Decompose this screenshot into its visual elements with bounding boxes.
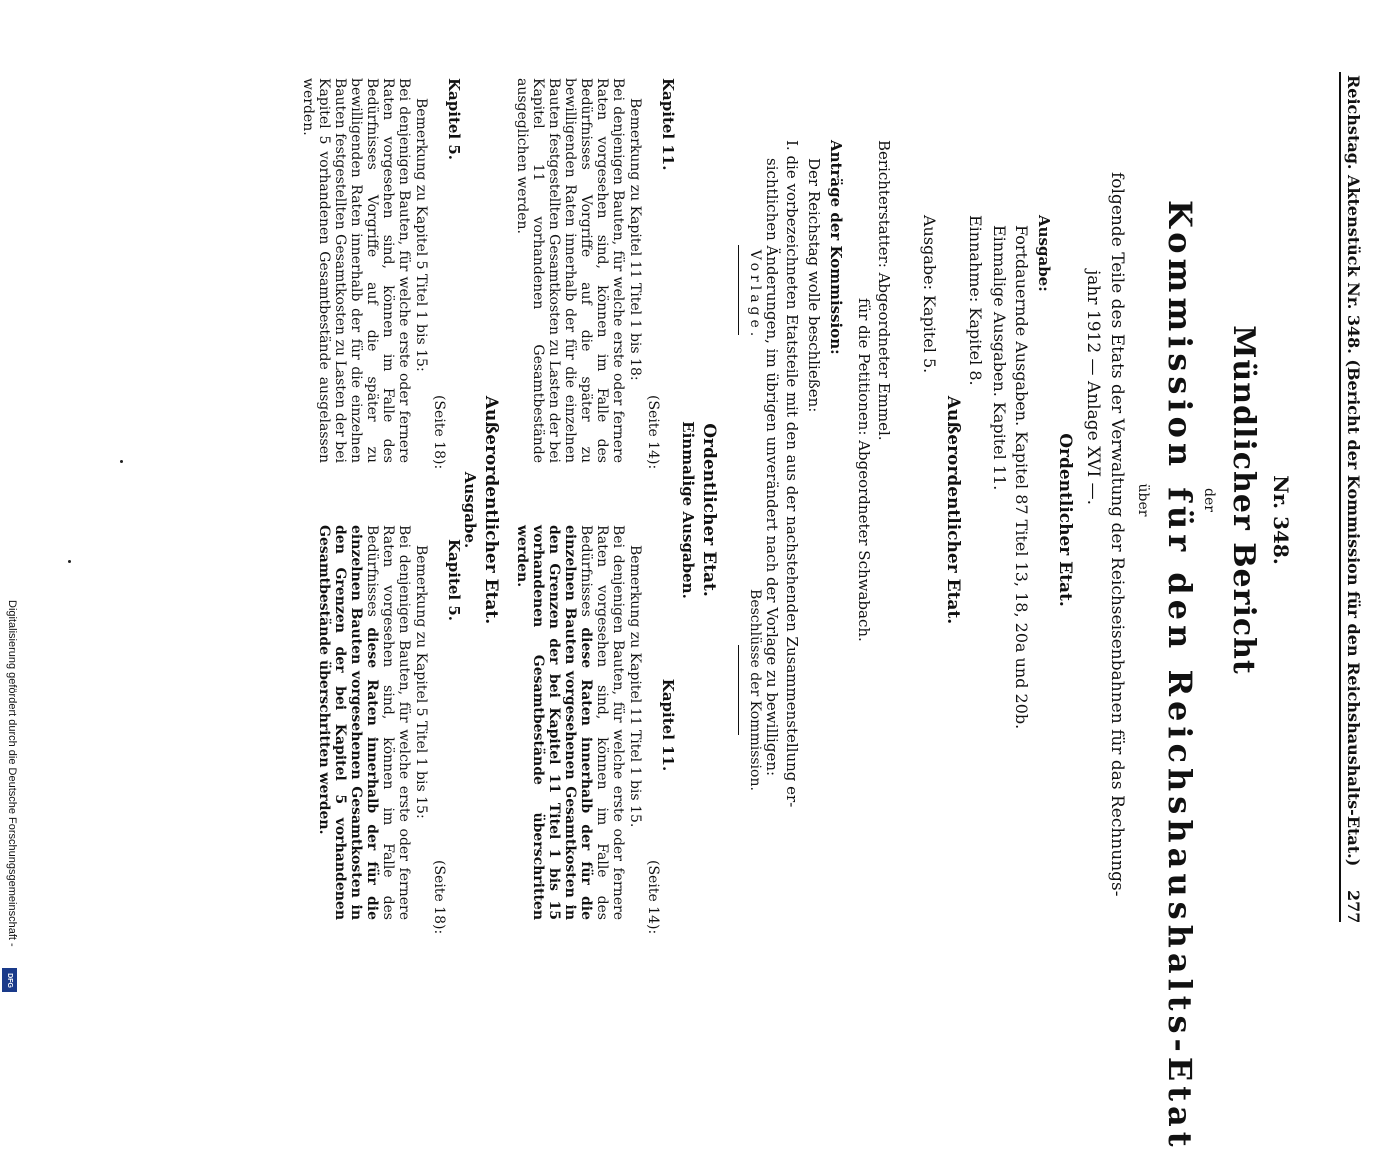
ordentlicher-etat-heading: Ordentlicher Etat. — [1055, 433, 1075, 607]
right-bem11-bold: diese Raten innerhalb der für die einzelnen Bauten vorgesehenen Gesamtkosten in den Grenzen der bei Kapitel 11 Titel 1 bis 15 vorhandenen Gesamtbestände überschritten werden. — [514, 525, 594, 920]
right-bem11-block — [514, 525, 626, 920]
antraege-heading: Anträge der Kommission: — [827, 140, 845, 355]
right-kapitel-11: Kapitel 11. — [659, 678, 677, 772]
left-bem11-head: Bemerkung zu Kapitel 11 Titel 1 bis 18: — [627, 98, 643, 381]
dfg-logo-text: DFG — [6, 972, 13, 988]
subject-line-1: folgende Teile des Etats der Verwaltung der Reichseisenbahnen für das Rechnungs- — [1107, 172, 1127, 897]
ausserordentlicher-etat-heading: Außerordentlicher Etat. — [943, 395, 963, 625]
scan-speck — [120, 460, 123, 463]
subject-line-2: jahr 1912 — Anlage XVI —. — [1083, 270, 1103, 506]
document-number: Nr. 348. — [1269, 475, 1293, 565]
right-bem5-plain: Bei denjenigen Bauten, für welche erste oder fernere Raten vorgesehen sind, können im Falle des Bedürfnisses — [364, 525, 412, 920]
reichstag-wolle: Der Reichstag wolle beschließen: — [805, 158, 823, 413]
beschluesse-rule — [738, 645, 739, 735]
right-kapitel-5: Kapitel 5. — [445, 539, 463, 621]
left-seite-18: (Seite 18): — [431, 395, 447, 470]
vorlage-rule — [738, 245, 739, 335]
right-bem5-head: Bemerkung zu Kapitel 5 Titel 1 bis 15: — [413, 545, 429, 819]
col-ordentlicher-etat: Ordentlicher Etat. — [699, 423, 719, 597]
header-rule — [1339, 72, 1341, 922]
commission-name: Kommission für den Reichshaushalts-Etat — [1161, 200, 1199, 1152]
right-seite-14: (Seite 14): — [645, 860, 661, 935]
item-i-line-2: sichtlichen Änderungen, im übrigen unverändert nach der Vorlage zu bewilligen: — [763, 158, 781, 777]
digitization-note: Digitalisierung gefördert durch die Deutsche Forschungsgemeinschaft - — [6, 600, 18, 947]
der-label: der — [1201, 488, 1217, 512]
running-title: Reichstag. Aktenstück Nr. 348. (Bericht der Kommission für den Reichshaushalts-Etat.) — [1344, 75, 1363, 867]
beschluesse-heading: Beschlüsse der Kommission. — [747, 589, 763, 791]
left-bem5-head: Bemerkung zu Kapitel 5 Titel 1 bis 15: — [413, 98, 429, 372]
dfg-attribution — [2, 600, 18, 995]
ueber-label: über — [1135, 483, 1151, 517]
right-bem5-bold: diese Raten innerhalb der für die einzelnen Bauten vorgesehenen Gesamtkosten in den Grenzen der bei Kapitel 5 vorhandenen Gesamtbestände überschritten werden. — [316, 525, 380, 920]
ausgabe-label: Ausgabe: — [1035, 215, 1053, 292]
vorlage-heading: Vorlage. — [747, 249, 763, 341]
left-kapitel-5: Kapitel 5. — [445, 78, 463, 160]
right-seite-18: (Seite 18): — [431, 860, 447, 935]
ausgabe-kapitel: Ausgabe: Kapitel 5. — [920, 215, 939, 374]
left-bem5-text: Bei denjenigen Bauten, für welche erste oder fernere Raten vorgesehen sind, können im Falle des Bedürfnisses Vorgriffe auf die später zu bewilligenden Raten innerhalb der für die einzelnen Bauten festgestellten Gesamtkosten zu Lasten der bei Kapitel 5 vorhandenen Gesamtbestände ausgelassen werden. — [300, 78, 412, 463]
col-ausserordentlicher-etat: Außerordentlicher Etat. — [481, 395, 501, 625]
right-bem5-block — [316, 525, 412, 920]
berichterstatter: Berichterstatter: Abgeordneter Emmel. — [875, 140, 893, 441]
right-bem11-plain: Bei denjenigen Bauten, für welche erste oder fernere Raten vorgesehen sind, können im Falle des Bedürfnisses — [578, 525, 626, 920]
col-einmalige-ausgaben: Einmalige Ausgaben. — [679, 421, 697, 599]
einmalige-ausgaben: Einmalige Ausgaben. Kapitel 11. — [990, 225, 1009, 491]
col-ausgabe: Ausgabe. — [461, 471, 479, 549]
einnahme: Einnahme: Kapitel 8. — [966, 215, 985, 386]
fortdauernde-ausgaben: Fortdauernde Ausgaben. Kapitel 87 Titel 13, 18, 20a und 20b. — [1012, 225, 1031, 730]
right-bem11-head: Bemerkung zu Kapitel 11 Titel 1 bis 15. — [627, 545, 643, 828]
left-bem11-text: Bei denjenigen Bauten, für welche erste oder fernere Raten vorgesehen sind, können im Falle des Bedürfnisses Vorgriffe auf die später zu bewilligenden Raten innerhalb der für die einzelnen Bauten festgestellten Gesamtkosten zu Lasten der bei Kapitel 11 vorhandenen Gesamtbestände ausgeglichen werden. — [514, 78, 626, 463]
dfg-logo — [2, 968, 17, 992]
document-title: Mündlicher Bericht — [1226, 325, 1261, 675]
item-i-line-1: I. die vorbezeichneten Etatsteile mit den aus der nachstehenden Zusammenstellung er- — [783, 140, 801, 808]
page-number: 277 — [1344, 890, 1363, 924]
petitionen: für die Petitionen: Abgeordneter Schwabach. — [855, 298, 873, 642]
scan-speck — [68, 560, 71, 563]
left-kapitel-11: Kapitel 11. — [659, 78, 677, 171]
left-seite-14: (Seite 14): — [645, 395, 661, 470]
